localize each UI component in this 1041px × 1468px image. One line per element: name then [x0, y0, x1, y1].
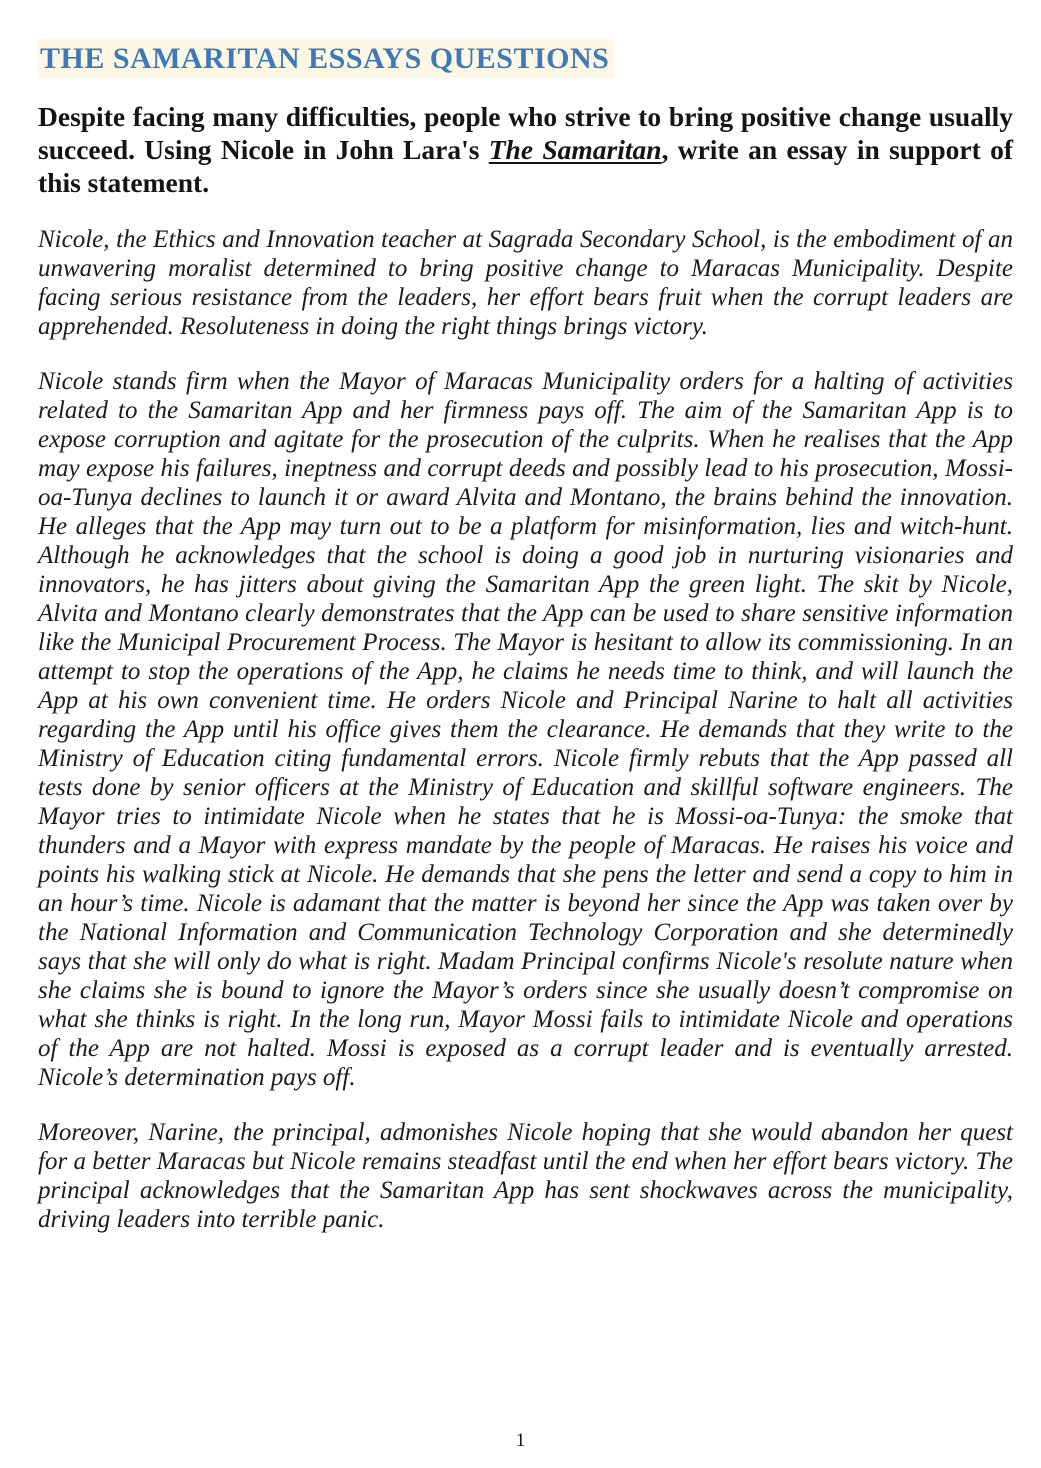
highlighted-title-text: THE SAMARITAN ESSAYS QUESTIONS: [38, 39, 614, 78]
essay-paragraph-body: Nicole stands firm when the Mayor of Maracas Municipality orders for a halting of activities related to the Samaritan App and her firmness pays off. The aim of the Samaritan App is to expose corruption and agitate for the prosecution of the culprits. When he realises that the App may expose his failures, ineptness and corrupt deeds and possibly lead to his prosecution, Mossi-oa-Tunya declines to launch it or award Alvita and Montano, the brains behind the innovation. He alleges that the App may turn out to be a platform for misinformation, lies and witch-hunt. Although he acknowledges that the school is doing a good job in nurturing visionaries and innovators, he has jitters about giving the Samaritan App the green light. The skit by Nicole, Alvita and Montano clearly demonstrates that the App can be used to share sensitive information like the Municipal Procurement Process. The Mayor is hesitant to allow its commissioning. In an attempt to stop the operations of the App, he claims he needs time to think, and will launch the App at his own convenient time. He orders Nicole and Principal Narine to halt all activities regarding the App until his office gives them the clearance. He demands that they write to the Ministry of Education citing fundamental errors. Nicole firmly rebuts that the App passed all tests done by senior officers at the Ministry of Education and skillful software engineers. The Mayor tries to intimidate Nicole when he states that he is Mossi-oa-Tunya: the smoke that thunders and a Mayor with express mandate by the people of Maracas. He raises his voice and points his walking stick at Nicole. He demands that she pens the letter and send a copy to him in an hour’s time. Nicole is adamant that the matter is beyond her since the App was taken over by the National Information and Communication Technology Corporation and she determinedly says that she will only do what is right. Madam Principal confirms Nicole's resolute nature when she claims she is bound to ignore the Mayor’s orders since she usually doesn’t compromise on what she thinks is right. In the long run, Mayor Mossi fails to intimidate Nicole and operations of the App are not halted. Mossi is exposed as a corrupt leader and is eventually arrested. Nicole’s determination pays off.: [38, 368, 1013, 1091]
essay-paragraph-intro: Nicole, the Ethics and Innovation teacher at Sagrada Secondary School, is the embodiment of an unwavering moralist determined to bring positive change to Maracas Municipality. Despite facing serious resistance from the leaders, her effort bears fruit when the corrupt leaders are apprehended. Resoluteness in doing the right things brings victory.: [38, 226, 1013, 340]
page-title: [38, 42, 1013, 76]
essay-question-text-before: Despite facing many difficulties, people who strive to bring positive change usually succeed. Using Nicole in John Lara's: [38, 101, 1013, 165]
page-number: 1: [515, 1430, 526, 1451]
book-title: The Samaritan: [488, 134, 662, 165]
essay-paragraph-closing: Moreover, Narine, the principal, admonishes Nicole hoping that she would abandon her quest for a better Maracas but Nicole remains steadfast until the end when her effort bears victory. The principal acknowledges that the Samaritan App has sent shockwaves across the municipality, driving leaders into terrible panic.: [38, 1119, 1013, 1233]
essay-question: [38, 100, 1013, 199]
essay-question-text-after: , write an essay in support of this statement.: [38, 134, 1013, 198]
